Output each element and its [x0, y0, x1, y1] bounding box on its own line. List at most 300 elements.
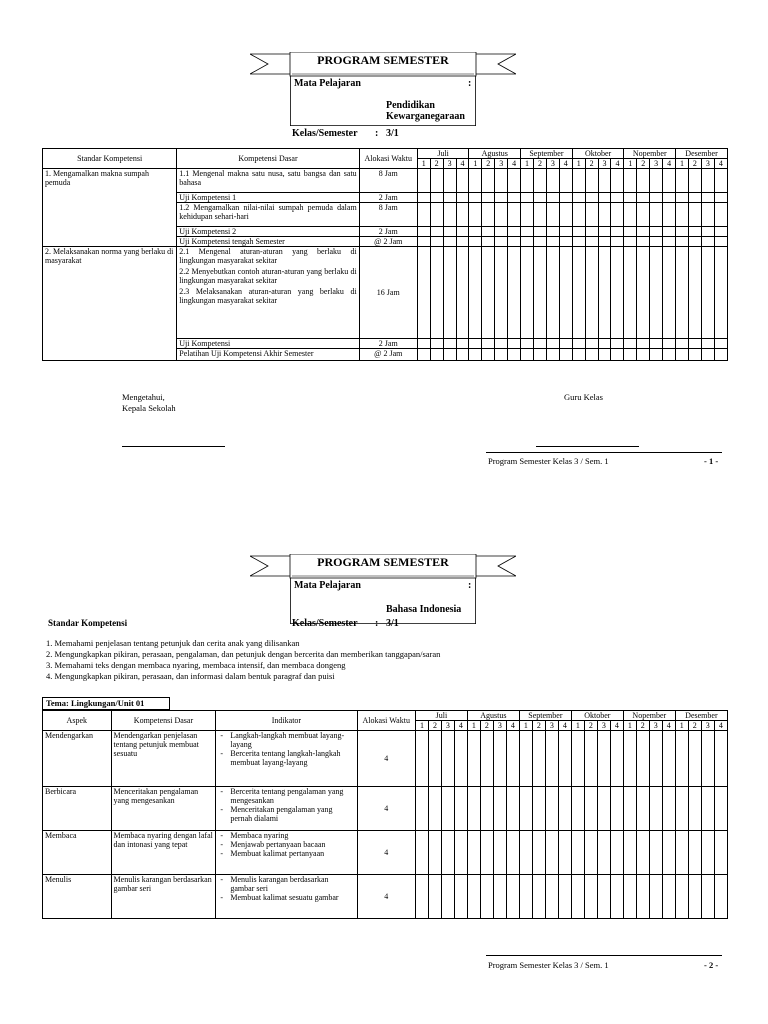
- week-header: 2: [534, 159, 547, 169]
- indikator-header: Indikator: [216, 711, 357, 731]
- week-cell: [714, 227, 727, 237]
- week-cell: [559, 237, 572, 247]
- week-cell: [456, 237, 469, 247]
- week-header: 1: [571, 721, 584, 731]
- week-cell: [676, 339, 689, 349]
- kompetensi-item: 2.1 Mengenal aturan-aturan yang berlaku di lingkungan masyarakat sekitar: [179, 247, 357, 265]
- week-cell: [469, 339, 482, 349]
- alokasi-cell: 4: [357, 831, 415, 875]
- week-cell: [519, 831, 532, 875]
- week-cell: [637, 169, 650, 193]
- week-cell: [714, 247, 727, 339]
- week-cell: [534, 349, 547, 361]
- week-cell: [546, 169, 559, 193]
- week-cell: [701, 831, 714, 875]
- week-header: 3: [495, 159, 508, 169]
- week-cell: [415, 731, 428, 787]
- week-cell: [495, 203, 508, 227]
- week-header: 1: [675, 721, 688, 731]
- week-cell: [454, 731, 467, 787]
- kompetensi-header: Kompetensi Dasar: [111, 711, 216, 731]
- week-cell: [585, 349, 598, 361]
- indikator-cell: [216, 787, 357, 831]
- week-cell: [650, 193, 663, 203]
- week-cell: [417, 237, 430, 247]
- week-cell: [521, 203, 534, 227]
- week-header: 2: [532, 721, 545, 731]
- week-header: 4: [714, 159, 727, 169]
- week-cell: [508, 193, 521, 203]
- week-cell: [519, 731, 532, 787]
- week-header: 1: [467, 721, 480, 731]
- week-cell: [636, 831, 649, 875]
- mata-pelajaran-value: Pendidikan Kewarganegaraan: [386, 100, 465, 122]
- week-cell: [650, 169, 663, 193]
- alokasi-cell: 4: [357, 731, 415, 787]
- week-cell: [469, 237, 482, 247]
- week-cell: [559, 339, 572, 349]
- week-header: 2: [480, 721, 493, 731]
- week-header: 2: [688, 159, 701, 169]
- week-cell: [663, 247, 676, 339]
- indikator-list: [218, 831, 354, 858]
- week-cell: [495, 169, 508, 193]
- week-cell: [663, 169, 676, 193]
- week-cell: [623, 787, 636, 831]
- week-cell: [430, 227, 443, 237]
- week-cell: [493, 787, 506, 831]
- month-header: Agustus: [467, 711, 519, 721]
- week-cell: [675, 875, 688, 919]
- week-cell: [559, 169, 572, 193]
- week-header: 3: [598, 159, 611, 169]
- week-cell: [650, 247, 663, 339]
- week-cell: [650, 237, 663, 247]
- alokasi-cell: @ 2 Jam: [359, 349, 417, 361]
- indikator-item: - Membaca nyaring: [218, 831, 354, 840]
- week-cell: [534, 193, 547, 203]
- week-cell: [701, 193, 714, 203]
- week-cell: [428, 787, 441, 831]
- footer-line: [486, 955, 722, 956]
- kompetensi-item: 2.2 Menyebutkan contoh aturan-aturan yang berlaku di lingkungan masyarakat sekitar: [179, 267, 357, 285]
- week-cell: [417, 169, 430, 193]
- month-header: Desember: [676, 149, 728, 159]
- week-header: 4: [506, 721, 519, 731]
- week-cell: [714, 831, 727, 875]
- mengetahui-text: Mengetahui,: [122, 392, 165, 402]
- week-cell: [521, 193, 534, 203]
- week-cell: [624, 237, 637, 247]
- week-cell: [637, 193, 650, 203]
- week-cell: [558, 787, 571, 831]
- kompetensi-cell: Uji Kompetensi: [177, 339, 359, 349]
- week-cell: [534, 339, 547, 349]
- week-cell: [624, 349, 637, 361]
- week-cell: [456, 169, 469, 193]
- week-cell: [415, 831, 428, 875]
- week-header: 4: [456, 159, 469, 169]
- week-cell: [585, 237, 598, 247]
- kompetensi-cell: Uji Kompetensi tengah Semester: [177, 237, 359, 247]
- month-header: Juli: [417, 149, 469, 159]
- week-cell: [546, 349, 559, 361]
- week-header: 4: [663, 159, 676, 169]
- week-cell: [636, 787, 649, 831]
- week-cell: [676, 203, 689, 227]
- week-header: 4: [558, 721, 571, 731]
- week-cell: [415, 787, 428, 831]
- kompetensi-cell: Menulis karangan berdasarkan gambar seri: [111, 875, 216, 919]
- week-header: 3: [597, 721, 610, 731]
- week-cell: [456, 349, 469, 361]
- program-table: [42, 710, 728, 919]
- week-header: 4: [454, 721, 467, 731]
- week-cell: [415, 875, 428, 919]
- week-cell: [701, 247, 714, 339]
- week-cell: [495, 247, 508, 339]
- month-header: Desember: [675, 711, 727, 721]
- indikator-cell: [216, 831, 357, 875]
- month-header: Nopember: [624, 149, 676, 159]
- week-header: 3: [546, 159, 559, 169]
- aspek-cell: Menulis: [43, 875, 112, 919]
- week-cell: [676, 193, 689, 203]
- week-cell: [650, 203, 663, 227]
- week-header: 2: [428, 721, 441, 731]
- week-cell: [546, 237, 559, 247]
- week-header: 4: [714, 721, 727, 731]
- week-cell: [624, 247, 637, 339]
- table-row: [43, 247, 728, 339]
- week-cell: [572, 227, 585, 237]
- week-cell: [417, 193, 430, 203]
- standar-kompetensi-list: [46, 638, 440, 682]
- indikator-cell: [216, 731, 357, 787]
- week-cell: [480, 875, 493, 919]
- week-cell: [571, 875, 584, 919]
- week-cell: [443, 227, 456, 237]
- kompetensi-header: Kompetensi Dasar: [177, 149, 359, 169]
- week-cell: [585, 203, 598, 227]
- week-cell: [636, 875, 649, 919]
- program-table: [42, 148, 728, 361]
- week-cell: [521, 169, 534, 193]
- week-cell: [493, 731, 506, 787]
- alokasi-cell: @ 2 Jam: [359, 237, 417, 247]
- header-row: [43, 149, 728, 159]
- month-header: September: [521, 149, 573, 159]
- kompetensi-cell: Uji Kompetensi 2: [177, 227, 359, 237]
- week-cell: [585, 193, 598, 203]
- week-cell: [532, 787, 545, 831]
- alokasi-cell: 4: [357, 787, 415, 831]
- week-cell: [714, 731, 727, 787]
- kelas-value: 3/1: [386, 618, 399, 629]
- week-cell: [610, 731, 623, 787]
- week-cell: [624, 203, 637, 227]
- week-cell: [624, 339, 637, 349]
- week-cell: [623, 875, 636, 919]
- week-cell: [584, 731, 597, 787]
- aspek-cell: Berbicara: [43, 787, 112, 831]
- week-cell: [417, 349, 430, 361]
- week-cell: [534, 203, 547, 227]
- week-header: 1: [519, 721, 532, 731]
- week-cell: [701, 731, 714, 787]
- week-header: 3: [443, 159, 456, 169]
- kompetensi-cell: [177, 247, 359, 339]
- week-cell: [456, 247, 469, 339]
- week-cell: [688, 349, 701, 361]
- week-cell: [676, 247, 689, 339]
- week-cell: [572, 247, 585, 339]
- page-number: - 1 -: [704, 456, 719, 466]
- indikator-item: - Bercerita tentang langkah-langkah membuat layang-layang: [218, 749, 354, 767]
- week-cell: [521, 227, 534, 237]
- week-cell: [546, 247, 559, 339]
- week-header: 4: [611, 159, 624, 169]
- week-cell: [480, 787, 493, 831]
- week-header: 3: [649, 721, 662, 731]
- week-cell: [519, 787, 532, 831]
- week-cell: [559, 203, 572, 227]
- week-cell: [701, 339, 714, 349]
- box-border-icon: [290, 76, 476, 126]
- week-cell: [521, 339, 534, 349]
- week-cell: [662, 875, 675, 919]
- week-cell: [598, 237, 611, 247]
- week-cell: [688, 227, 701, 237]
- mata-pelajaran-label: Mata Pelajaran: [294, 580, 361, 591]
- page-title: PROGRAM SEMESTER: [317, 53, 449, 67]
- week-cell: [482, 203, 495, 227]
- week-cell: [469, 193, 482, 203]
- week-cell: [443, 169, 456, 193]
- footer-text: Program Semester Kelas 3 / Sem. 1: [488, 456, 609, 466]
- week-header: 2: [584, 721, 597, 731]
- week-cell: [624, 193, 637, 203]
- week-cell: [508, 339, 521, 349]
- week-cell: [650, 349, 663, 361]
- week-header: 2: [430, 159, 443, 169]
- table-row: [43, 787, 728, 831]
- week-cell: [598, 339, 611, 349]
- week-cell: [663, 339, 676, 349]
- week-cell: [495, 339, 508, 349]
- mata-pelajaran-colon: :: [468, 78, 472, 89]
- week-cell: [663, 227, 676, 237]
- week-cell: [636, 731, 649, 787]
- week-header: 3: [545, 721, 558, 731]
- week-cell: [454, 831, 467, 875]
- kompetensi-item: 2.3 Melaksanakan aturan-aturan yang berlaku di lingkungan masyarakat sekitar: [179, 287, 357, 305]
- week-cell: [482, 169, 495, 193]
- week-cell: [584, 831, 597, 875]
- week-cell: [430, 203, 443, 227]
- week-cell: [495, 193, 508, 203]
- week-cell: [521, 349, 534, 361]
- week-cell: [508, 169, 521, 193]
- week-cell: [637, 349, 650, 361]
- week-cell: [443, 203, 456, 227]
- week-cell: [676, 349, 689, 361]
- week-cell: [443, 349, 456, 361]
- week-cell: [559, 349, 572, 361]
- week-cell: [417, 227, 430, 237]
- kompetensi-cell: 1.2 Mengamalkan nilai-nilai sumpah pemuda dalam kehidupan sehari-hari: [177, 203, 359, 227]
- week-cell: [675, 731, 688, 787]
- week-header: 1: [469, 159, 482, 169]
- week-cell: [649, 787, 662, 831]
- week-cell: [558, 731, 571, 787]
- week-cell: [688, 247, 701, 339]
- week-cell: [611, 237, 624, 247]
- indikator-item: - Membuat kalimat sesuatu gambar: [218, 893, 354, 902]
- signature-line-left: [122, 446, 225, 447]
- week-cell: [688, 787, 701, 831]
- week-cell: [662, 831, 675, 875]
- week-cell: [585, 227, 598, 237]
- alokasi-cell: 16 Jam: [359, 247, 417, 339]
- week-cell: [506, 875, 519, 919]
- signature-line-right: [536, 446, 639, 447]
- week-cell: [506, 787, 519, 831]
- week-cell: [610, 831, 623, 875]
- week-cell: [611, 203, 624, 227]
- week-cell: [469, 247, 482, 339]
- week-cell: [430, 339, 443, 349]
- week-cell: [610, 787, 623, 831]
- standar-kompetensi-title: Standar Kompetensi: [48, 618, 128, 628]
- week-cell: [469, 227, 482, 237]
- week-cell: [637, 339, 650, 349]
- week-cell: [480, 731, 493, 787]
- week-cell: [508, 203, 521, 227]
- week-cell: [701, 227, 714, 237]
- week-cell: [663, 203, 676, 227]
- week-header: 1: [415, 721, 428, 731]
- standar-item: 1. Memahami penjelasan tentang petunjuk dan cerita anak yang dilisankan: [46, 638, 300, 648]
- week-cell: [430, 193, 443, 203]
- week-header: 2: [482, 159, 495, 169]
- page-2: [0, 500, 768, 1024]
- week-cell: [676, 227, 689, 237]
- week-cell: [597, 875, 610, 919]
- kompetensi-cell: Mendengarkan penjelasan tentang petunjuk membuat sesuatu: [111, 731, 216, 787]
- week-cell: [598, 203, 611, 227]
- week-header: 3: [701, 721, 714, 731]
- week-cell: [508, 349, 521, 361]
- week-cell: [456, 227, 469, 237]
- week-cell: [688, 831, 701, 875]
- week-cell: [534, 227, 547, 237]
- week-cell: [572, 169, 585, 193]
- indikator-item: - Bercerita tentang pengalaman yang mengesankan: [218, 787, 354, 805]
- week-cell: [480, 831, 493, 875]
- week-cell: [482, 247, 495, 339]
- week-cell: [456, 339, 469, 349]
- week-cell: [441, 787, 454, 831]
- indikator-list: [218, 731, 354, 767]
- week-cell: [688, 875, 701, 919]
- week-header: 4: [559, 159, 572, 169]
- week-cell: [714, 349, 727, 361]
- footer-text: Program Semester Kelas 3 / Sem. 1: [488, 960, 609, 970]
- week-cell: [585, 169, 598, 193]
- aspek-cell: Mendengarkan: [43, 731, 112, 787]
- week-header: 1: [624, 159, 637, 169]
- kompetensi-cell: Uji Kompetensi 1: [177, 193, 359, 203]
- week-cell: [467, 731, 480, 787]
- week-cell: [675, 787, 688, 831]
- week-cell: [571, 731, 584, 787]
- week-cell: [467, 787, 480, 831]
- week-cell: [546, 227, 559, 237]
- week-cell: [611, 193, 624, 203]
- standar-item: 2. Mengungkapkan pikiran, perasaan, pengalaman, dan petunjuk dengan bercerita dan memberikan tanggapan/saran: [46, 649, 441, 659]
- week-cell: [546, 339, 559, 349]
- week-cell: [650, 227, 663, 237]
- week-cell: [558, 831, 571, 875]
- week-cell: [597, 831, 610, 875]
- week-cell: [571, 831, 584, 875]
- indikator-list: [218, 787, 354, 823]
- week-header: 1: [572, 159, 585, 169]
- week-cell: [456, 193, 469, 203]
- week-cell: [701, 203, 714, 227]
- standar-item: 3. Memahami teks dengan membaca nyaring, membaca intensif, dan membaca dongeng: [46, 660, 346, 670]
- week-cell: [417, 247, 430, 339]
- month-header: September: [519, 711, 571, 721]
- week-cell: [598, 169, 611, 193]
- week-cell: [493, 875, 506, 919]
- week-cell: [701, 169, 714, 193]
- alokasi-cell: 2 Jam: [359, 193, 417, 203]
- week-cell: [532, 875, 545, 919]
- week-cell: [521, 237, 534, 247]
- indikator-item: - Menjawab pertanyaan bacaan: [218, 840, 354, 849]
- alokasi-header: Alokasi Waktu: [359, 149, 417, 169]
- week-cell: [571, 787, 584, 831]
- week-cell: [572, 237, 585, 247]
- week-cell: [469, 203, 482, 227]
- week-cell: [611, 227, 624, 237]
- week-cell: [545, 787, 558, 831]
- week-cell: [532, 731, 545, 787]
- week-cell: [675, 831, 688, 875]
- kompetensi-cell: Pelatihan Uji Kompetensi Akhir Semester: [177, 349, 359, 361]
- kelas-colon: :: [375, 128, 379, 139]
- week-cell: [572, 193, 585, 203]
- page-1: [0, 0, 768, 500]
- week-cell: [454, 787, 467, 831]
- week-header: 1: [676, 159, 689, 169]
- week-cell: [508, 237, 521, 247]
- week-cell: [584, 787, 597, 831]
- week-cell: [572, 203, 585, 227]
- month-header: Nopember: [623, 711, 675, 721]
- week-cell: [624, 169, 637, 193]
- table-row: [43, 831, 728, 875]
- footer-line: [486, 452, 722, 453]
- week-header: 2: [637, 159, 650, 169]
- guru-kelas-text: Guru Kelas: [564, 392, 603, 402]
- week-cell: [558, 875, 571, 919]
- kelas-label: Kelas/Semester: [292, 128, 358, 139]
- week-cell: [701, 875, 714, 919]
- week-cell: [688, 203, 701, 227]
